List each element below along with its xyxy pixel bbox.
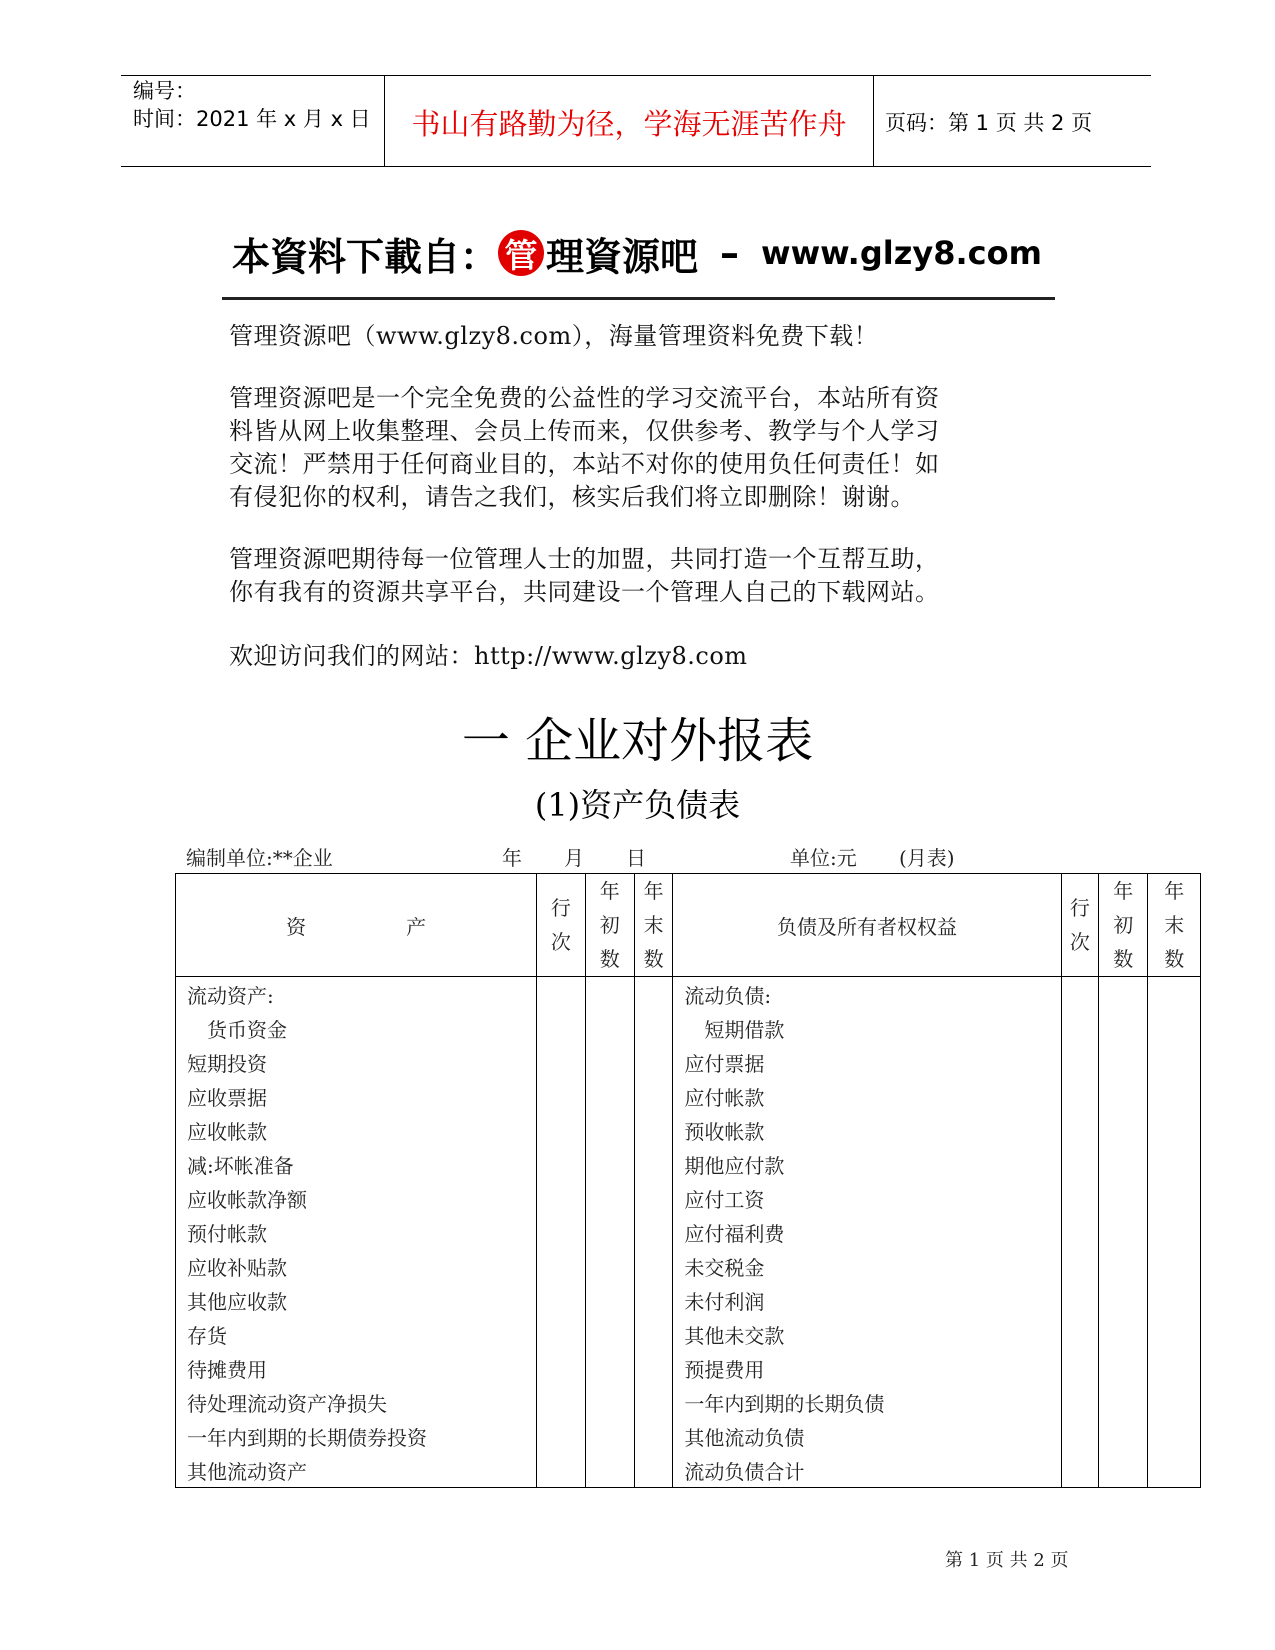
liability-row-no-cell [1061, 1249, 1098, 1283]
table-row [176, 1453, 1201, 1488]
asset-begin-cell [585, 1147, 634, 1181]
asset-end-cell [635, 1045, 673, 1079]
asset-label: 应收票据 [176, 1079, 537, 1113]
header-divider-left [384, 75, 385, 166]
liability-begin-cell [1099, 1453, 1148, 1488]
asset-end-cell [635, 1385, 673, 1419]
balance-sheet-table [175, 873, 1201, 1488]
liability-begin-cell [1099, 1385, 1148, 1419]
liability-begin-cell [1099, 1181, 1148, 1215]
liability-begin-cell [1099, 1215, 1148, 1249]
header-bottom-rule [121, 166, 1151, 167]
header-motto: 书山有路勤为径，学海无涯苦作舟 [411, 107, 847, 141]
liability-end-cell [1148, 1453, 1201, 1488]
page-footer: 第 1 页 共 2 页 [945, 1550, 1069, 1571]
liability-end-cell [1148, 1147, 1201, 1181]
liability-label: 预提费用 [673, 1351, 1061, 1385]
asset-row-no-cell [537, 1147, 585, 1181]
liability-label: 一年内到期的长期负债 [673, 1385, 1061, 1419]
header-divider-right [873, 75, 874, 166]
liability-row-no-cell [1061, 1351, 1098, 1385]
liability-end-cell [1148, 1079, 1201, 1113]
asset-label: 存货 [176, 1317, 537, 1351]
asset-begin-cell [585, 1351, 634, 1385]
header-end-balance-2: 年 末 数 [1148, 874, 1201, 977]
asset-label: 其他流动资产 [176, 1453, 537, 1488]
asset-row-no-cell [537, 1317, 585, 1351]
table-row [176, 1045, 1201, 1079]
asset-end-cell [635, 1419, 673, 1453]
liability-row-no-cell [1061, 1147, 1098, 1181]
prepared-by-unit: 编制单位:**企业 [186, 846, 333, 870]
liability-end-cell [1148, 1045, 1201, 1079]
asset-row-no-cell [537, 1181, 585, 1215]
intro-para2-line: 料皆从网上收集整理、会员上传而来，仅供参考、教学与个人学习 [229, 417, 940, 445]
asset-end-cell [635, 1181, 673, 1215]
liability-label: 流动负债: [673, 977, 1061, 1012]
liability-end-cell [1148, 1317, 1201, 1351]
liability-begin-cell [1099, 1419, 1148, 1453]
asset-begin-cell [585, 1181, 634, 1215]
liability-begin-cell [1099, 1079, 1148, 1113]
intro-para2-line: 交流！严禁用于任何商业目的，本站不对你的使用负任何责任！如 [229, 450, 940, 478]
header-page-label: 页码：第 1 页 共 2 页 [885, 111, 1093, 135]
asset-begin-cell [585, 1317, 634, 1351]
document-subtitle: (1)资产负债表 [534, 786, 741, 824]
asset-begin-cell [585, 1045, 634, 1079]
table-row [176, 1113, 1201, 1147]
liability-label: 流动负债合计 [673, 1453, 1061, 1488]
liability-label: 未交税金 [673, 1249, 1061, 1283]
table-row [176, 977, 1201, 1012]
liability-label: 短期借款 [673, 1011, 1061, 1045]
asset-label: 其他应收款 [176, 1283, 537, 1317]
liability-row-no-cell [1061, 1045, 1098, 1079]
intro-visit-link: 欢迎访问我们的网站：http://www.glzy8.com [229, 642, 748, 670]
liability-end-cell [1148, 1215, 1201, 1249]
liability-label: 应付票据 [673, 1045, 1061, 1079]
liability-row-no-cell [1061, 1317, 1098, 1351]
banner-url: www.glzy8.com [761, 234, 1042, 272]
liability-begin-cell [1099, 1147, 1148, 1181]
liability-row-no-cell [1061, 1011, 1098, 1045]
header-row-no: 行 次 [537, 874, 585, 977]
liability-begin-cell [1099, 1317, 1148, 1351]
table-row [176, 1147, 1201, 1181]
header-assets: 资 产 [176, 874, 537, 977]
liability-end-cell [1148, 1181, 1201, 1215]
asset-label: 应收帐款净额 [176, 1181, 537, 1215]
liability-begin-cell [1099, 1011, 1148, 1045]
asset-row-no-cell [537, 1453, 585, 1488]
header-end-balance: 年 末 数 [635, 874, 673, 977]
liability-row-no-cell [1061, 1181, 1098, 1215]
banner-rule [222, 297, 1055, 300]
asset-row-no-cell [537, 1079, 585, 1113]
asset-row-no-cell [537, 1419, 585, 1453]
asset-begin-cell [585, 1215, 634, 1249]
table-row [176, 1181, 1201, 1215]
liability-row-no-cell [1061, 1079, 1098, 1113]
liability-label: 预收帐款 [673, 1113, 1061, 1147]
asset-row-no-cell [537, 1215, 585, 1249]
asset-label: 应收补贴款 [176, 1249, 537, 1283]
asset-begin-cell [585, 1113, 634, 1147]
date-day-label: 日 [626, 846, 646, 870]
asset-begin-cell [585, 1249, 634, 1283]
liability-row-no-cell [1061, 1215, 1098, 1249]
asset-row-no-cell [537, 1113, 585, 1147]
period-label: (月表) [899, 846, 955, 870]
liability-label: 其他流动负债 [673, 1419, 1061, 1453]
liability-label: 应付帐款 [673, 1079, 1061, 1113]
date-month-label: 月 [564, 846, 584, 870]
table-row [176, 1079, 1201, 1113]
download-banner [232, 228, 1042, 278]
intro-para3-line: 管理资源吧期待每一位管理人士的加盟，共同打造一个互帮互助， [229, 545, 940, 573]
asset-begin-cell [585, 1419, 634, 1453]
asset-end-cell [635, 1113, 673, 1147]
site-logo-icon: 管 [498, 230, 544, 276]
date-year-label: 年 [502, 846, 522, 870]
liability-begin-cell [1099, 1283, 1148, 1317]
asset-begin-cell [585, 1079, 634, 1113]
banner-prefix: 本資料下載自： [232, 234, 499, 279]
document-title: 一 企业对外报表 [461, 713, 814, 769]
header-code-label: 编号： [133, 79, 196, 103]
asset-begin-cell [585, 1011, 634, 1045]
asset-end-cell [635, 1011, 673, 1045]
liability-begin-cell [1099, 977, 1148, 1012]
liability-begin-cell [1099, 1249, 1148, 1283]
currency-unit-label: 单位:元 [790, 846, 857, 870]
asset-end-cell [635, 1079, 673, 1113]
asset-end-cell [635, 1215, 673, 1249]
header-begin-balance: 年 初 数 [585, 874, 634, 977]
header-begin-balance-2: 年 初 数 [1099, 874, 1148, 977]
asset-row-no-cell [537, 1351, 585, 1385]
liability-row-no-cell [1061, 977, 1098, 1012]
asset-row-no-cell [537, 1385, 585, 1419]
liability-end-cell [1148, 1419, 1201, 1453]
asset-end-cell [635, 1317, 673, 1351]
asset-begin-cell [585, 977, 634, 1012]
table-row [176, 1419, 1201, 1453]
liability-end-cell [1148, 1283, 1201, 1317]
liability-end-cell [1148, 1351, 1201, 1385]
asset-label: 减:坏帐准备 [176, 1147, 537, 1181]
asset-label: 短期投资 [176, 1045, 537, 1079]
header-row-no-2: 行 次 [1061, 874, 1098, 977]
liability-end-cell [1148, 1113, 1201, 1147]
asset-end-cell [635, 1249, 673, 1283]
table-header-row [176, 874, 1201, 977]
liability-end-cell [1148, 977, 1201, 1012]
asset-label: 货币资金 [176, 1011, 537, 1045]
liability-end-cell [1148, 1385, 1201, 1419]
table-row [176, 1317, 1201, 1351]
liability-row-no-cell [1061, 1113, 1098, 1147]
liability-begin-cell [1099, 1351, 1148, 1385]
liability-row-no-cell [1061, 1283, 1098, 1317]
asset-label: 一年内到期的长期债券投资 [176, 1419, 537, 1453]
asset-label: 应收帐款 [176, 1113, 537, 1147]
asset-begin-cell [585, 1453, 634, 1488]
liability-label: 期他应付款 [673, 1147, 1061, 1181]
asset-label: 流动资产: [176, 977, 537, 1012]
table-row [176, 1011, 1201, 1045]
banner-dash: – [720, 231, 740, 275]
liability-begin-cell [1099, 1045, 1148, 1079]
table-row [176, 1283, 1201, 1317]
asset-label: 待摊费用 [176, 1351, 537, 1385]
asset-end-cell [635, 1351, 673, 1385]
asset-row-no-cell [537, 977, 585, 1012]
table-row [176, 1351, 1201, 1385]
asset-label: 待处理流动资产净损失 [176, 1385, 537, 1419]
liability-row-no-cell [1061, 1419, 1098, 1453]
asset-label: 预付帐款 [176, 1215, 537, 1249]
asset-row-no-cell [537, 1045, 585, 1079]
liability-label: 应付福利费 [673, 1215, 1061, 1249]
asset-end-cell [635, 1453, 673, 1488]
header-top-rule [121, 75, 1151, 76]
liability-row-no-cell [1061, 1453, 1098, 1488]
liability-label: 其他未交款 [673, 1317, 1061, 1351]
liability-begin-cell [1099, 1113, 1148, 1147]
intro-line1: 管理资源吧（www.glzy8.com），海量管理资料免费下载！ [229, 322, 879, 350]
asset-end-cell [635, 1147, 673, 1181]
asset-begin-cell [585, 1385, 634, 1419]
liability-end-cell [1148, 1249, 1201, 1283]
banner-site-name: 理資源吧 [546, 234, 699, 279]
asset-row-no-cell [537, 1011, 585, 1045]
header-time-label: 时间：2021 年 x 月 x 日 [133, 107, 371, 131]
liability-label: 未付利润 [673, 1283, 1061, 1317]
intro-paragraph-2 [229, 382, 940, 514]
header-liabilities: 负债及所有者权权益 [673, 874, 1061, 977]
intro-para2-line: 管理资源吧是一个完全免费的公益性的学习交流平台，本站所有资 [229, 384, 940, 412]
asset-end-cell [635, 977, 673, 1012]
liability-label: 应付工资 [673, 1181, 1061, 1215]
asset-end-cell [635, 1283, 673, 1317]
intro-para2-line: 有侵犯你的权利，请告之我们，核实后我们将立即删除！谢谢。 [229, 483, 915, 511]
asset-row-no-cell [537, 1283, 585, 1317]
liability-end-cell [1148, 1011, 1201, 1045]
intro-paragraph-3 [229, 543, 940, 609]
asset-row-no-cell [537, 1249, 585, 1283]
table-row [176, 1215, 1201, 1249]
table-row [176, 1249, 1201, 1283]
table-row [176, 1385, 1201, 1419]
asset-begin-cell [585, 1283, 634, 1317]
intro-para3-line: 你有我有的资源共享平台，共同建设一个管理人自己的下载网站。 [229, 578, 940, 606]
liability-row-no-cell [1061, 1385, 1098, 1419]
